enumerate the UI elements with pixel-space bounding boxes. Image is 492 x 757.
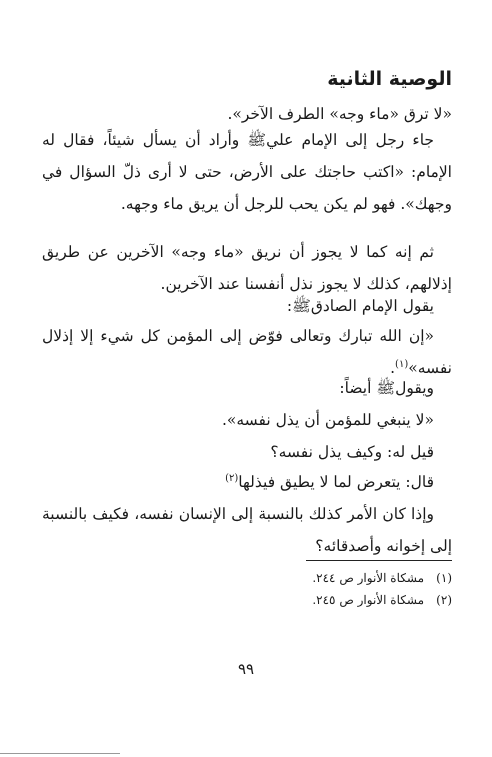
paragraph-question: قيل له: وكيف يذل نفسه؟ bbox=[270, 443, 434, 461]
paragraph-also-says: ويقولﷺ أيضاً: bbox=[339, 379, 434, 397]
footnote-2 bbox=[312, 592, 452, 608]
footnote-divider bbox=[306, 560, 452, 561]
paragraph-imam-says: يقول الإمام الصادقﷺ: bbox=[286, 297, 434, 315]
footnote-2-number: (٢) bbox=[436, 593, 452, 607]
page-title: الوصية الثانية bbox=[327, 68, 452, 90]
answer-text: قال: يتعرض لما لا يطيق فيذلها bbox=[238, 473, 434, 491]
page-number: ٩٩ bbox=[237, 660, 255, 678]
paragraph-conclusion: وإذا كان الأمر كذلك بالنسبة إلى الإنسان نفسه، فكيف بالنسبة إلى إخوانه وأصدقائه؟ bbox=[42, 505, 452, 555]
paragraph-answer bbox=[42, 466, 452, 498]
hadith-1-text: «إن الله تبارك وتعالى فوّض إلى المؤمن كل شيء إلا إذلال نفسه» bbox=[42, 327, 452, 377]
paragraph-story: جاء رجل إلى الإمام عليﷺ وأراد أن يسأل شيئاً، فقال له الإمام: «اكتب حاجتك على الأرض، حتى لا أرى ذلّ السؤال في وجهك». فهو لم يكن يحب للرجل أن يريق ماء وجهه. bbox=[42, 131, 452, 213]
paragraph-hadith-2: «لا ينبغي للمؤمن أن يذل نفسه». bbox=[221, 411, 434, 429]
footnote-ref-1: (١) bbox=[395, 358, 409, 370]
footnote-1-number: (١) bbox=[436, 571, 452, 585]
footnote-1-text: مشكاة الأنوار ص ٢٤٤. bbox=[312, 571, 424, 585]
paragraph-quote-heading: «لا ترق «ماء وجه» الطرف الآخر». bbox=[227, 105, 452, 123]
hadith-1-period: . bbox=[390, 359, 396, 377]
footnote-2-text: مشكاة الأنوار ص ٢٤٥. bbox=[312, 593, 424, 607]
footnote-ref-2: (٢) bbox=[225, 472, 239, 484]
bottom-edge-line bbox=[0, 753, 120, 754]
footnote-1 bbox=[312, 570, 452, 586]
paragraph-others: ثم إنه كما لا يجوز أن نريق «ماء وجه» الآخرين عن طريق إذلالهم، كذلك لا يجوز نذل أنفسنا عند الآخرين. bbox=[42, 243, 452, 293]
